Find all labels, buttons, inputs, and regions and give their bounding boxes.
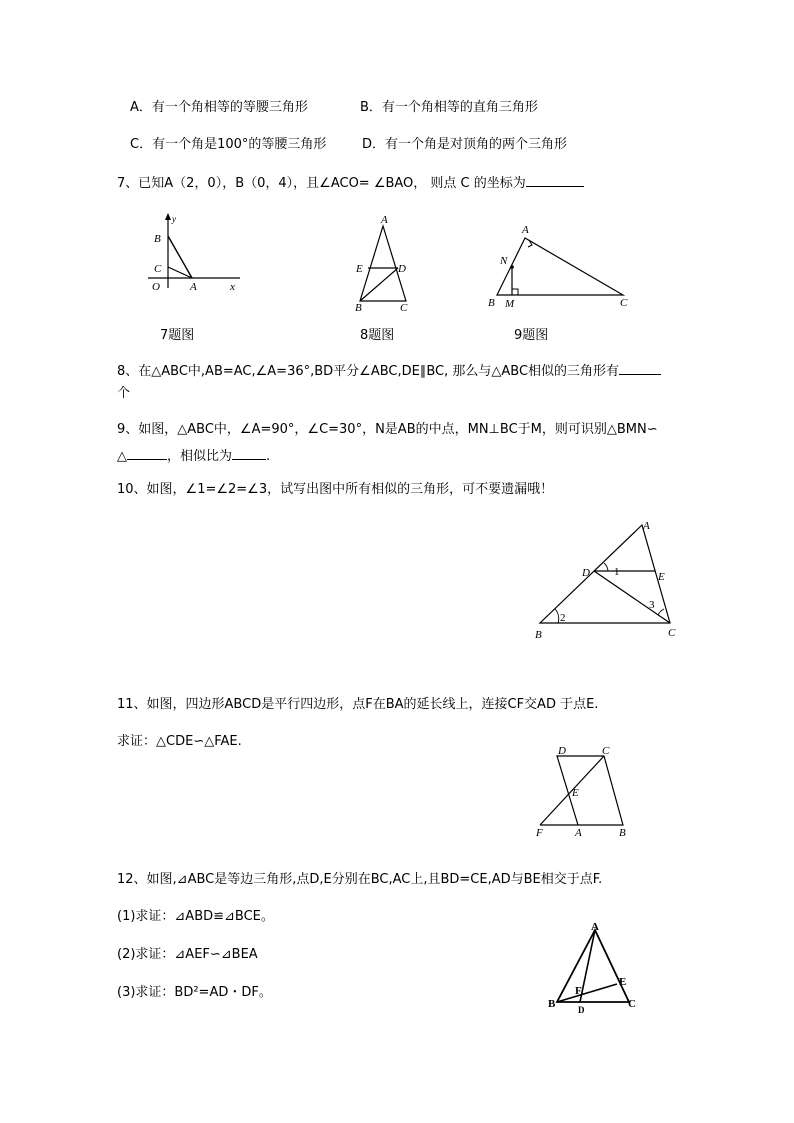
answer-blank	[232, 447, 266, 460]
question-8	[117, 362, 661, 380]
figure-8	[350, 210, 420, 315]
question-12-part-1: (1)求证：⊿ABD≌⊿BCE。	[117, 909, 274, 924]
fig9-label-c: C	[620, 297, 628, 309]
caption-fig7: 7题图	[160, 328, 195, 343]
fig10-angle-3: 3	[649, 599, 655, 611]
question-12-line-1: 12、如图,⊿ABC是等边三角形,点D,E分别在BC,AC上,且BD=CE,AD与BE相交于点F.	[117, 872, 603, 887]
option-b: B．有一个角相等的直角三角形	[360, 100, 538, 115]
fig12-label-d: D	[578, 1005, 585, 1015]
fig11-label-f: F	[536, 827, 543, 839]
option-a: A．有一个角相等的等腰三角形	[130, 100, 308, 115]
fig12-label-f: F	[575, 985, 582, 997]
fig9-label-m: M	[505, 298, 515, 310]
caption-fig9: 9题图	[514, 328, 549, 343]
fig11-label-e: E	[572, 787, 579, 799]
fig12-label-e: E	[619, 976, 627, 988]
figure-10	[530, 515, 690, 645]
option-d: D．有一个角是对顶角的两个三角形	[362, 137, 568, 152]
question-7	[117, 174, 584, 192]
fig7-label-x: x	[230, 281, 235, 293]
answer-blank	[526, 174, 584, 187]
figure-7	[140, 210, 250, 300]
fig11-label-d: D	[558, 745, 566, 757]
fig9-label-b: B	[488, 297, 495, 309]
fig7-label-b: B	[154, 233, 161, 245]
question-12-part-2: (2)求证：⊿AEF∽⊿BEA	[117, 947, 258, 962]
fig10-label-e: E	[658, 571, 665, 583]
question-8-text: 8、在△ABC中,AB=AC,∠A=36°,BD平分∠ABC,DE∥BC, 那么与△ABC相似的三角形有	[117, 364, 620, 379]
fig9-label-n: N	[500, 255, 508, 267]
fig11-label-b: B	[619, 827, 626, 839]
fig9-label-a: A	[522, 224, 529, 236]
question-9-line-1: 9、如图，△ABC中，∠A=90°，∠C=30°，N是AB的中点，MN⊥BC于M，则可识别△BMN∽	[117, 422, 658, 437]
fig7-label-y: y	[172, 214, 176, 224]
fig12-label-b: B	[548, 998, 556, 1010]
fig8-label-e: E	[356, 263, 363, 275]
answer-blank	[619, 362, 661, 375]
question-8-unit: 个	[117, 386, 131, 401]
fig11-label-a: A	[575, 827, 582, 839]
question-11-line-2: 求证：△CDE∽△FAE.	[117, 734, 242, 749]
fig11-label-c: C	[602, 745, 610, 757]
question-12-part-3: (3)求证：BD²=AD・DF。	[117, 985, 272, 1000]
fig7-label-o: O	[152, 281, 160, 293]
fig7-label-c: C	[154, 263, 162, 275]
fig8-label-c: C	[400, 302, 408, 314]
fig10-angle-1: 1	[614, 566, 620, 578]
fig12-label-a: A	[591, 921, 599, 933]
figure-9	[485, 220, 635, 315]
fig10-label-c: C	[668, 627, 676, 639]
fig10-label-b: B	[535, 629, 542, 641]
fig10-angle-2: 2	[560, 612, 566, 624]
fig10-label-a: A	[643, 520, 650, 532]
figure-11	[530, 740, 640, 840]
figure-12	[545, 922, 645, 1017]
caption-fig8: 8题图	[360, 328, 395, 343]
option-c: C．有一个角是100°的等腰三角形	[130, 137, 327, 152]
question-9-line-2: △ ，相似比为 .	[117, 449, 271, 464]
answer-blank	[127, 447, 167, 460]
fig8-label-b: B	[355, 302, 362, 314]
question-11-line-1: 11、如图，四边形ABCD是平行四边形，点F在BA的延长线上，连接CF交AD 于点E.	[117, 697, 599, 712]
fig7-label-a: A	[190, 281, 197, 293]
fig10-label-d: D	[582, 567, 590, 579]
fig8-label-d: D	[398, 263, 406, 275]
question-7-text: 7、已知A（2，0），B（0，4），且∠ACO= ∠BAO， 则点 C 的坐标为	[117, 176, 526, 191]
fig8-label-a: A	[381, 214, 388, 226]
question-10: 10、如图，∠1=∠2=∠3，试写出图中所有相似的三角形，可不要遗漏哦！	[117, 482, 554, 497]
fig12-label-c: C	[628, 998, 636, 1010]
